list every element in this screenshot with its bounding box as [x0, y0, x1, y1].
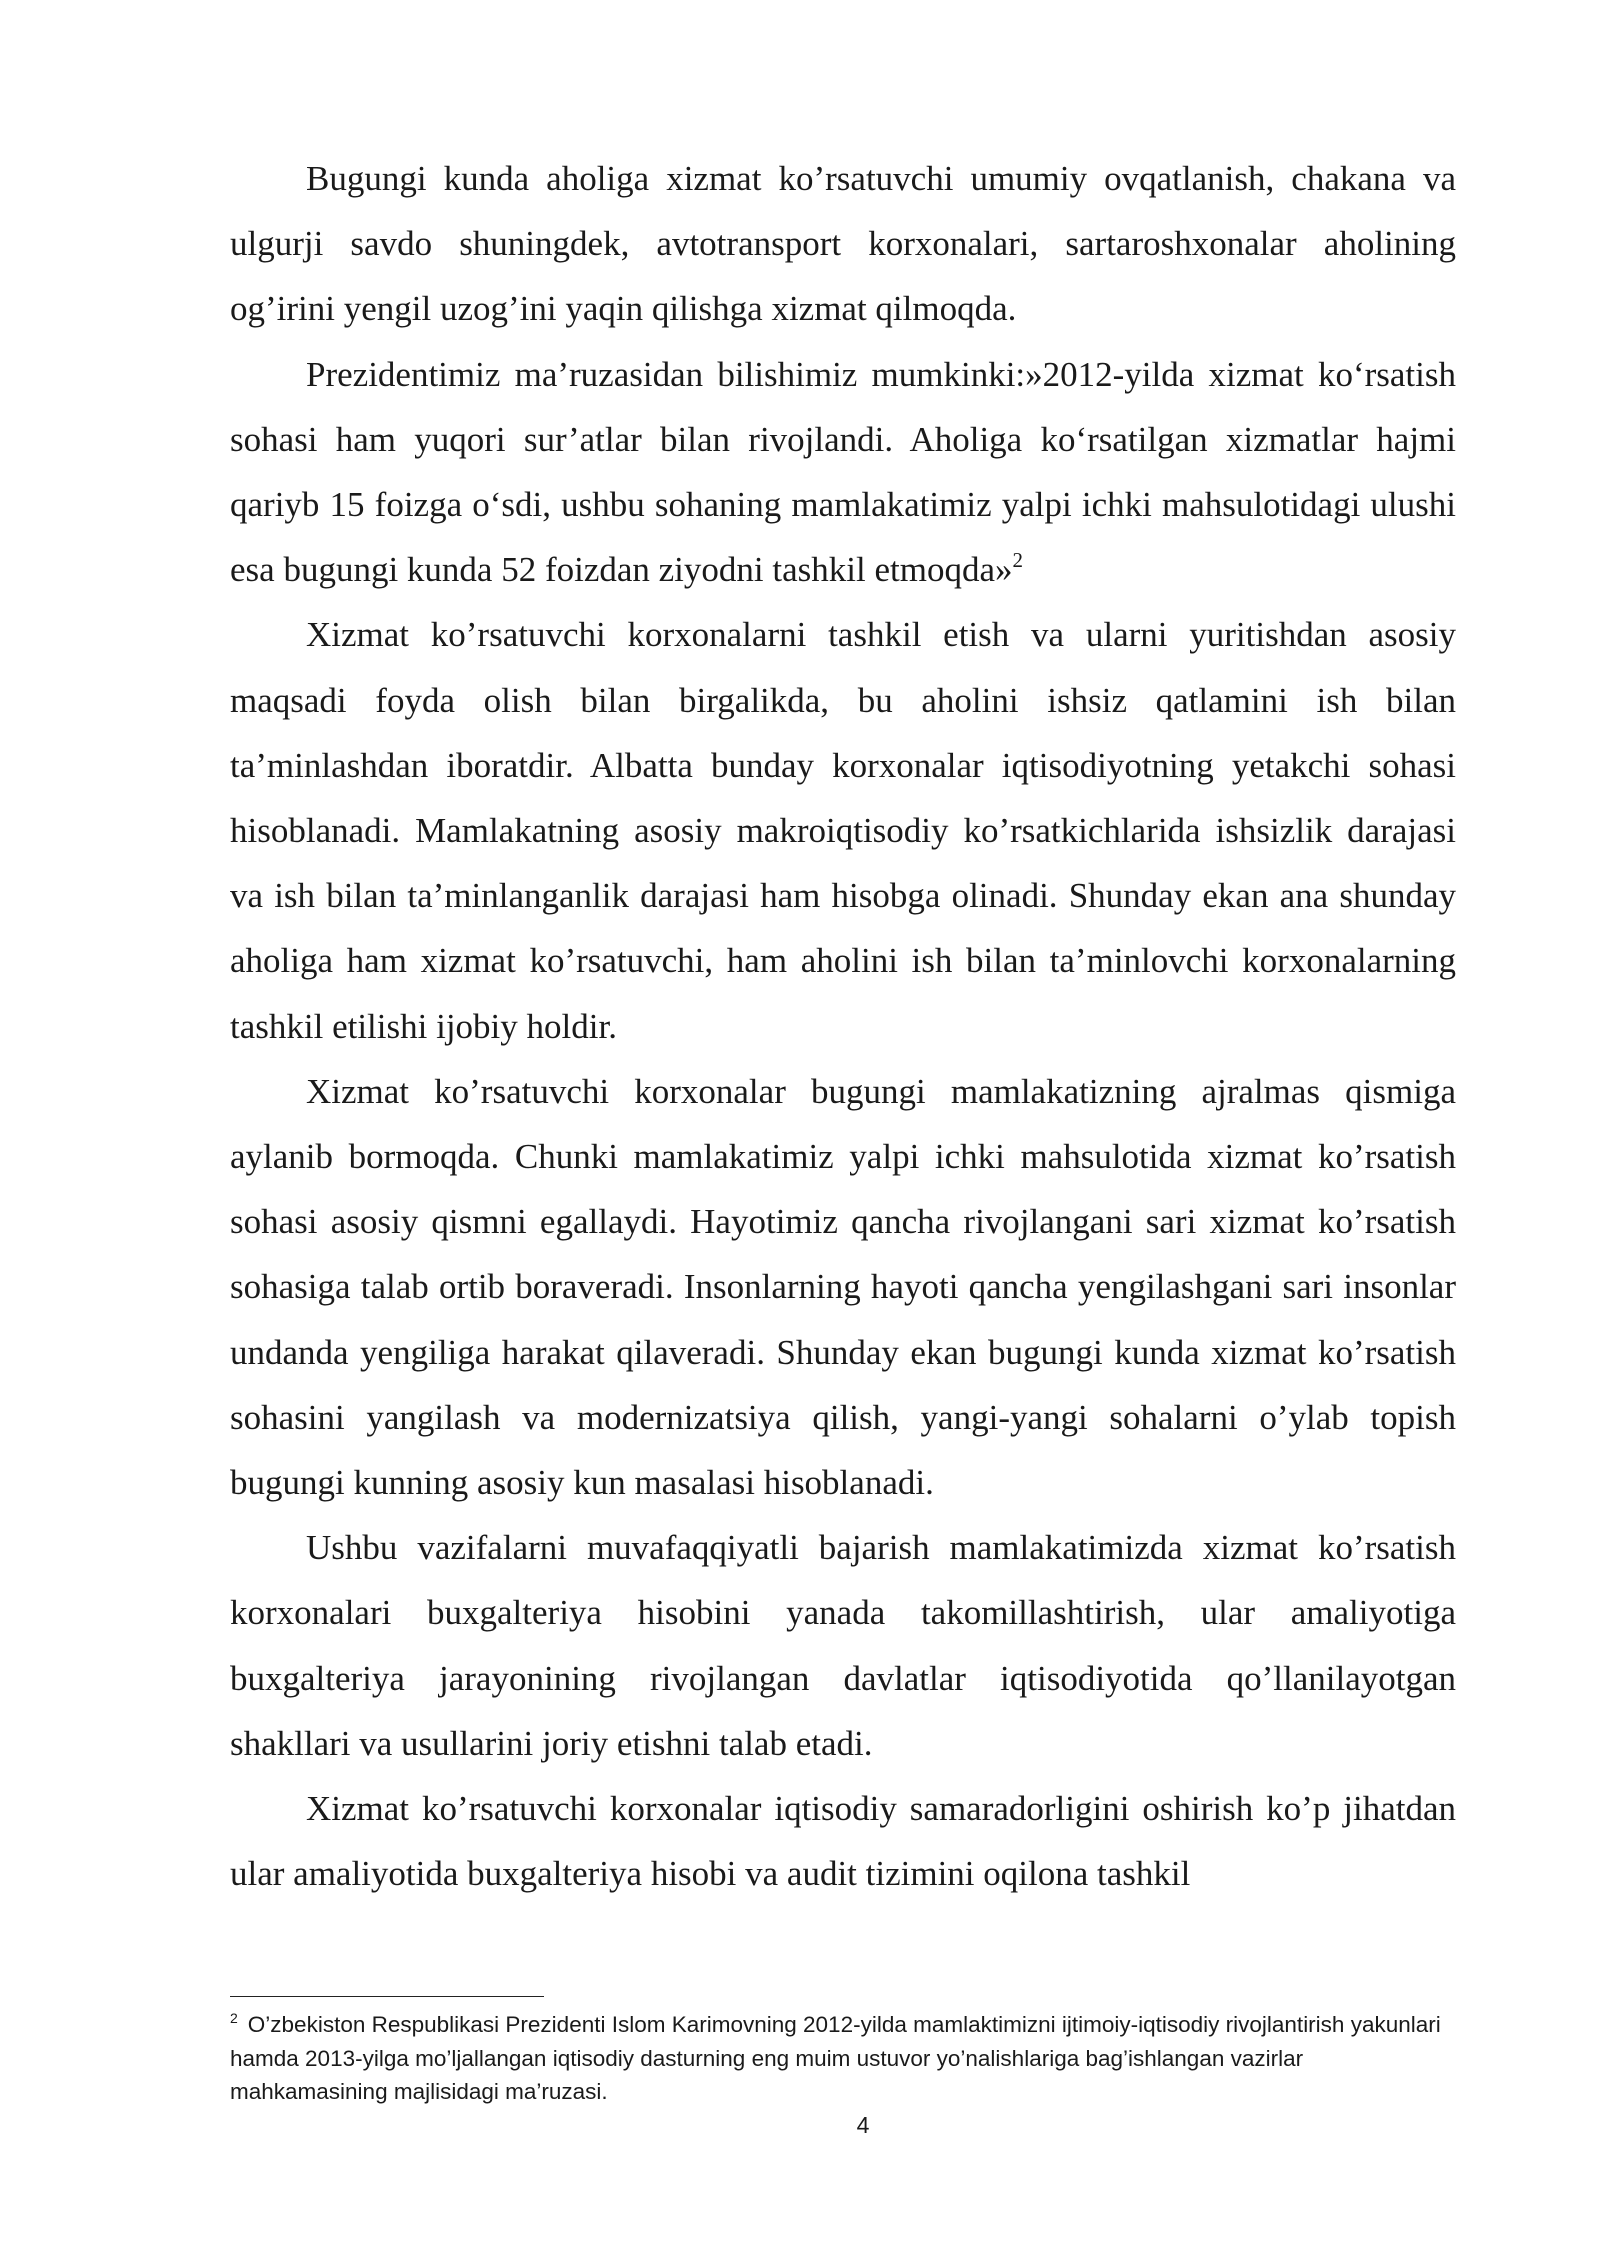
footnote — [230, 2008, 1460, 2109]
body-text — [230, 146, 1456, 1906]
paragraph-4 — [230, 1059, 1456, 1515]
paragraph-6-text: Xizmat ko’rsatuvchi korxonalar iqtisodiy samaradorligini oshirish ko’p jihatdan ular amaliyotida buxgalteriya hisobi va audit tizimini oqilona tashkil — [230, 1789, 1456, 1894]
footnote-marker: 2 — [230, 2010, 238, 2026]
paragraph-1-text: Bugungi kunda aholiga xizmat ko’rsatuvchi umumiy ovqatlanish, chakana va ulgurji savdo shuningdek, avtotransport korxonalari, sartaroshxonalar aholining og’irini yengil uzog’ini yaqin qilishga xizmat qilmoqda. — [230, 159, 1456, 329]
paragraph-3-text: Xizmat ko’rsatuvchi korxonalarni tashkil etish va ularni yuritishdan asosiy maqsadi foyda olish bilan birgalikda, bu aholini ishsiz qatlamini ish bilan ta’minlashdan iboratdir. Albatta bunday korxonalar iqtisodiyotning yetakchi sohasi hisoblanadi. Mamlakatning asosiy makroiqtisodiy ko’rsatkichlarida ishsizlik darajasi va ish bilan ta’minlanganlik darajasi ham hisobga olinadi. Shunday ekan ana shunday aholiga ham xizmat ko’rsatuvchi, ham aholini ish bilan ta’minlovchi korxonalarning tashkil etilishi ijobiy holdir. — [230, 615, 1456, 1046]
footnote-reference[interactable]: 2 — [1012, 548, 1023, 573]
paragraph-2-text: Prezidentimiz ma’ruzasidan bilishimiz mumkinki:»2012-yilda xizmat ko‘rsatish sohasi ham yuqori sur’atlar bilan rivojlandi. Aholiga ko‘rsatilgan xizmatlar hajmi qariyb 15 foizga o‘sdi, ushbu sohaning mamlakatimiz yalpi ichki mahsulotidagi ulushi esa bugungi kunda 52 foizdan ziyodni tashkil etmoqda» — [230, 354, 1456, 590]
paragraph-4-text: Xizmat ko’rsatuvchi korxonalar bugungi mamlakatizning ajralmas qismiga aylanib bormoqda. Chunki mamlakatimiz yalpi ichki mahsulotida xizmat ko’rsatish sohasi asosiy qismni egallaydi. Hayotimiz qancha rivojlangani sari xizmat ko’rsatish sohasiga talab ortib boraveradi. Insonlarning hayoti qancha yengilashgani sari insonlar undanda yengiliga harakat qilaveradi. Shunday ekan bugungi kunda xizmat ko’rsatish sohasini yangilash va modernizatsiya qilish, yangi-yangi sohalarni o’ylab topish bugungi kunning asosiy kun masalasi hisoblanadi. — [230, 1071, 1456, 1503]
paragraph-6 — [230, 1776, 1456, 1906]
paragraph-2 — [230, 342, 1456, 603]
paragraph-3 — [230, 602, 1456, 1058]
paragraph-1 — [230, 146, 1456, 342]
footnote-text: O’zbekiston Respublikasi Prezidenti Islom Karimovning 2012-yilda mamlaktimizni ijtimoiy-iqtisodiy rivojlantirish yakunlari hamda 2013-yilga mo’ljallangan iqtisodiy dasturning eng muim ustuvor yo’nalishlariga bag’ishlangan vazirlar mahkamasining majlisidagi ma’ruzasi. — [230, 2012, 1441, 2104]
footnote-separator — [230, 1996, 544, 1997]
paragraph-5 — [230, 1515, 1456, 1776]
paragraph-5-text: Ushbu vazifalarni muvafaqqiyatli bajarish mamlakatimizda xizmat ko’rsatish korxonalari buxgalteriya hisobini yanada takomillashtirish, ular amaliyotiga buxgalteriya jarayonining rivojlangan davlatlar iqtisodiyotida qo’llanilayotgan shakllari va usullarini joriy etishni talab etadi. — [230, 1528, 1456, 1763]
page-number: 4 — [856, 2112, 870, 2138]
